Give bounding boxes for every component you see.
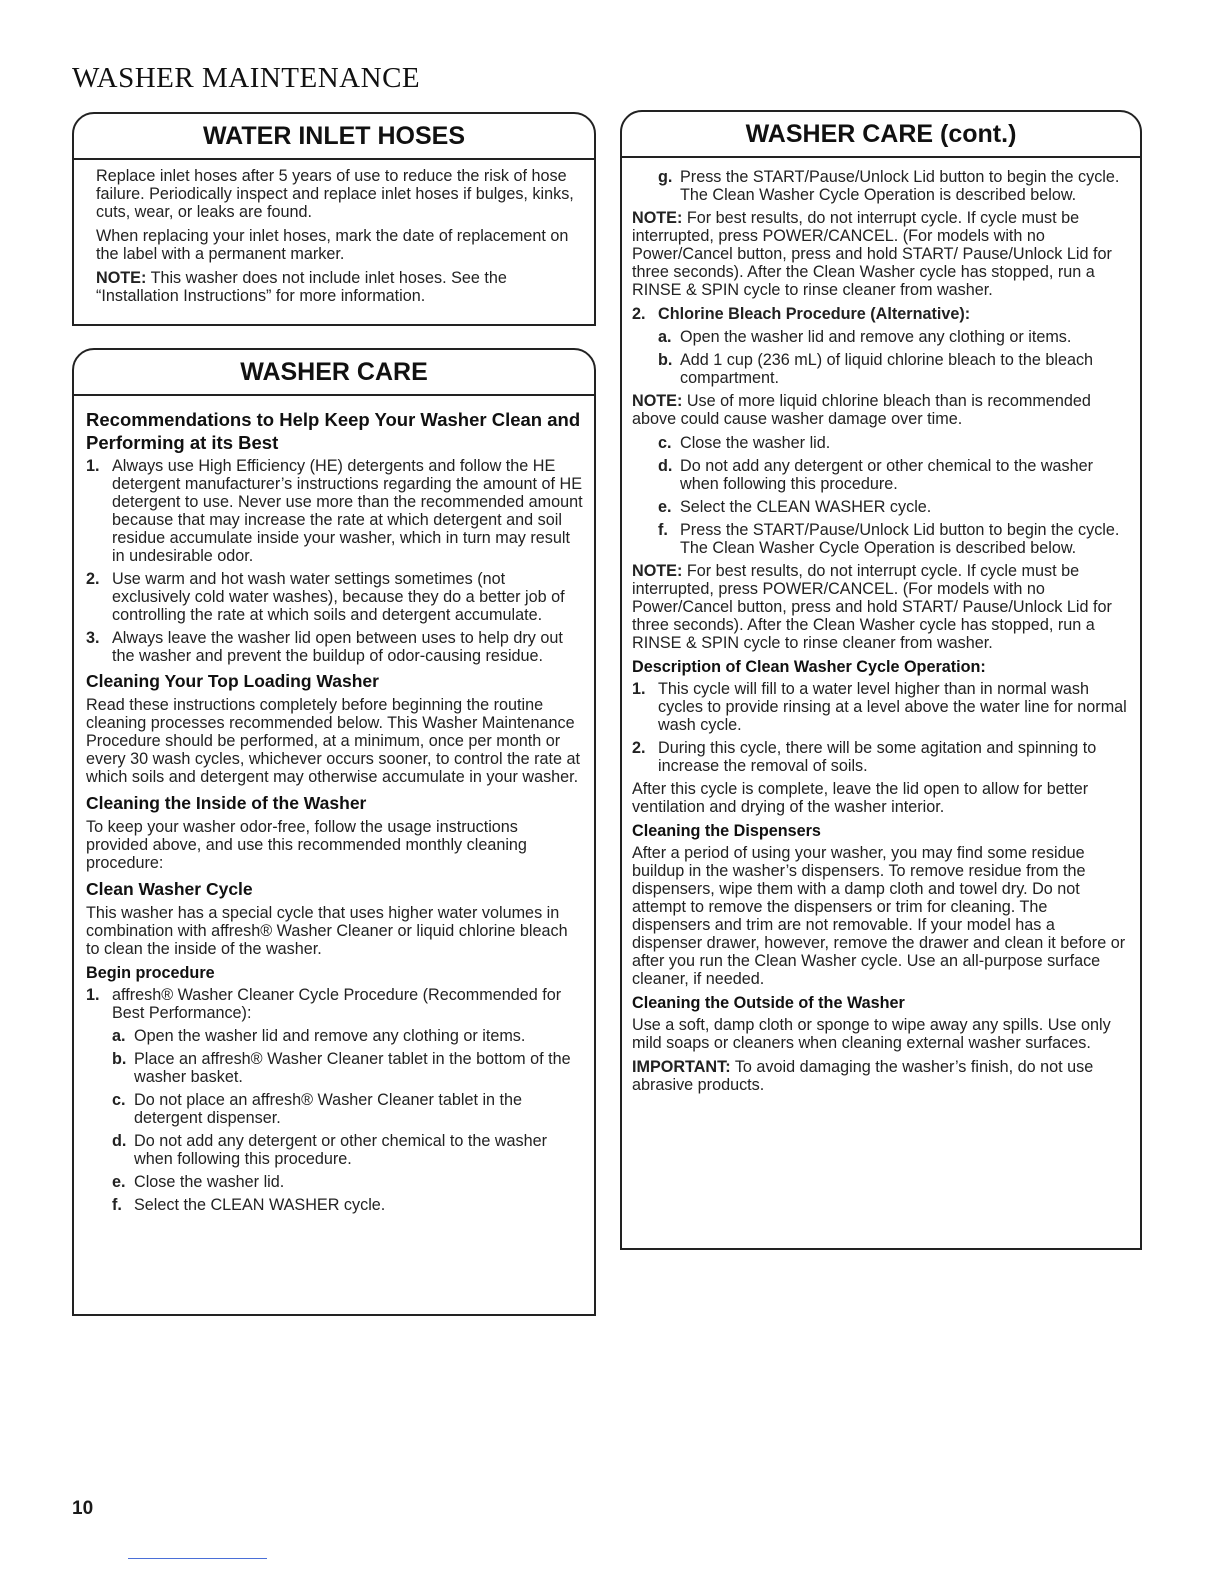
description-list <box>632 680 1128 775</box>
note-label: NOTE: <box>632 392 683 410</box>
recommendations-list <box>86 457 584 665</box>
important-text: To avoid damaging the washer’s finish, do not use abrasive products. <box>632 1058 1094 1094</box>
subheading: Cleaning the Dispensers <box>632 822 821 840</box>
note <box>632 209 1128 299</box>
washer-care-section <box>72 358 596 1316</box>
water-inlet-hoses-section <box>72 122 596 326</box>
paragraph: Read these instructions completely before beginning the routine cleaning processes recommended below. This Washer Maintenance Procedure should be performed, at a minimum, once per month or every 30 wash cycles, whichever occurs sooner, to control the rate at which soils and detergent may otherwise accumulate in your washer. <box>86 696 580 786</box>
list-number: 2. <box>86 570 100 588</box>
section-header <box>620 110 1142 158</box>
step-letter: e. <box>658 498 672 516</box>
important-note <box>632 1058 1128 1094</box>
paragraph: This washer has a special cycle that uses higher water volumes in combination with affresh® Washer Cleaner or liquid chlorine bleach to clean the inside of the washer. <box>86 904 568 958</box>
step-letter: b. <box>658 351 673 369</box>
list-item <box>86 986 584 1022</box>
note-text: For best results, do not interrupt cycle. If cycle must be interrupted, press POWER/CANCEL. (For models with no Power/Cancel button, press and hold START/ Pause/Unlock Lid for three seconds). After the Clean Washer cycle has stopped, run a RINSE & SPIN cycle to rinse cleaner from washer. <box>632 562 1112 652</box>
step-text: Place an affresh® Washer Cleaner tablet in the bottom of the washer basket. <box>134 1050 571 1086</box>
subheading: Clean Washer Cycle <box>86 879 253 899</box>
step-item <box>112 1173 584 1191</box>
step-item <box>112 1091 584 1127</box>
section-header <box>72 348 596 396</box>
step-text: Close the washer lid. <box>134 1173 285 1191</box>
step-letter: b. <box>112 1050 127 1068</box>
list-item <box>632 739 1128 775</box>
step-text: Do not place an affresh® Washer Cleaner tablet in the detergent dispenser. <box>134 1091 523 1127</box>
list-text: Always use High Efficiency (HE) detergents and follow the HE detergent manufacturer’s instructions regarding the amount of HE detergent to use. Never use more than the recommended amount because that may increase the rate at which detergent and soil residue accumulate inside your washer, which in turn may result in undesirable odor. <box>112 457 583 565</box>
paragraph: After this cycle is complete, leave the lid open to allow for better ventilation and drying of the washer interior. <box>632 780 1089 816</box>
step-item <box>658 168 1128 204</box>
subheading: Cleaning the Outside of the Washer <box>632 994 905 1012</box>
step-item <box>658 457 1128 493</box>
subheading: Begin procedure <box>86 964 215 982</box>
subheading: Description of Clean Washer Cycle Operation: <box>632 658 986 676</box>
step-item <box>658 328 1128 346</box>
step-text: Do not add any detergent or other chemical to the washer when following this procedure. <box>134 1132 548 1168</box>
subheading: Recommendations to Help Keep Your Washer Clean and Performing at its Best <box>86 409 581 453</box>
hyperlink-underline <box>128 1558 267 1559</box>
step-item <box>658 434 1128 452</box>
step-text: Press the START/Pause/Unlock Lid button to begin the cycle. The Clean Washer Cycle Operation is described below. <box>680 521 1120 557</box>
list-item <box>86 570 584 624</box>
step-letter: f. <box>112 1196 122 1214</box>
step-letter: c. <box>658 434 672 452</box>
page-number: 10 <box>72 1498 94 1519</box>
step-letter: d. <box>658 457 673 475</box>
list-number: 2. <box>632 305 646 323</box>
list-number: 1. <box>86 457 100 475</box>
step-text: Press the START/Pause/Unlock Lid button to begin the cycle. The Clean Washer Cycle Operation is described below. <box>680 168 1120 204</box>
subheading: Cleaning the Inside of the Washer <box>86 793 367 813</box>
paragraph: To keep your washer odor-free, follow the usage instructions provided above, and use this recommended monthly cleaning procedure: <box>86 818 527 872</box>
section-title: WASHER CARE (cont.) <box>745 120 1017 148</box>
note-text: For best results, do not interrupt cycle. If cycle must be interrupted, press POWER/CANCEL. (For models with no Power/Cancel button, press and hold START/ Pause/Unlock Lid for three seconds). After the Clean Washer cycle has stopped, run a RINSE & SPIN cycle to rinse cleaner from washer. <box>632 209 1112 299</box>
step-text: Close the washer lid. <box>680 434 831 452</box>
note-text: Use of more liquid chlorine bleach than is recommended above could cause washer damage over time. <box>632 392 1091 428</box>
procedure-steps <box>658 328 1128 387</box>
paragraph: After a period of using your washer, you may find some residue buildup in the washer’s dispensers. To remove residue from the dispensers, wipe them with a damp cloth and towel dry. Do not attempt to remove the dispensers or trim for cleaning. The dispensers and trim are not removable. If your model has a dispenser drawer, however, remove the drawer and clean it before or after you run the Clean Washer cycle. Use an all-purpose surface cleaner, if needed. <box>632 844 1126 988</box>
note <box>632 392 1128 428</box>
paragraph: Replace inlet hoses after 5 years of use to reduce the risk of hose failure. Periodically inspect and replace inlet hoses if bulges, kinks, cuts, wear, or leaks are found. <box>96 167 574 221</box>
list-number: 3. <box>86 629 100 647</box>
list-item <box>632 305 1128 323</box>
step-letter: d. <box>112 1132 127 1150</box>
step-item <box>112 1027 584 1045</box>
step-letter: f. <box>658 521 668 539</box>
step-text: Select the CLEAN WASHER cycle. <box>680 498 932 516</box>
list-text: Always leave the washer lid open between uses to help dry out the washer and prevent the buildup of odor-causing residue. <box>112 629 563 665</box>
subheading: Cleaning Your Top Loading Washer <box>86 671 379 691</box>
step-item <box>658 521 1128 557</box>
section-title: WATER INLET HOSES <box>202 122 466 150</box>
note-label: NOTE: <box>632 562 683 580</box>
step-text: Do not add any detergent or other chemical to the washer when following this procedure. <box>680 457 1094 493</box>
step-letter: a. <box>112 1027 126 1045</box>
procedure-steps <box>658 168 1128 204</box>
paragraph: When replacing your inlet hoses, mark the date of replacement on the label with a permanent marker. <box>96 227 569 263</box>
list-text: This cycle will fill to a water level higher than in normal wash cycles to provide rinsing at a level above the water line for normal wash cycle. <box>658 680 1127 734</box>
list-number: 1. <box>632 680 646 698</box>
step-letter: c. <box>112 1091 126 1109</box>
list-text: During this cycle, there will be some agitation and spinning to increase the removal of soils. <box>658 739 1097 775</box>
step-letter: g. <box>658 168 673 186</box>
step-text: Select the CLEAN WASHER cycle. <box>134 1196 386 1214</box>
step-item <box>112 1050 584 1086</box>
note-label: NOTE: <box>96 269 147 287</box>
list-text: Use warm and hot wash water settings sometimes (not exclusively cold water washes), because they do a better job of controlling the rate at which soils and detergent accumulate. <box>112 570 565 624</box>
section-title: WASHER CARE <box>240 358 428 386</box>
procedure-steps <box>112 1027 584 1214</box>
step-text: Add 1 cup (236 mL) of liquid chlorine bleach to the bleach compartment. <box>680 351 1094 387</box>
note <box>96 269 580 305</box>
step-text: Open the washer lid and remove any clothing or items. <box>680 328 1072 346</box>
step-letter: e. <box>112 1173 126 1191</box>
page-title: WASHER MAINTENANCE <box>72 62 421 94</box>
list-number: 1. <box>86 986 100 1004</box>
note-label: NOTE: <box>632 209 683 227</box>
step-item <box>658 351 1128 387</box>
washer-care-cont-section <box>620 120 1142 1250</box>
list-item <box>86 457 584 565</box>
note-text: This washer does not include inlet hoses. See the “Installation Instructions” for more information. <box>96 269 507 305</box>
list-number: 2. <box>632 739 646 757</box>
section-header <box>72 112 596 160</box>
step-text: Open the washer lid and remove any clothing or items. <box>134 1027 526 1045</box>
step-item <box>112 1132 584 1168</box>
procedure-steps <box>658 434 1128 557</box>
important-label: IMPORTANT: <box>632 1058 731 1076</box>
list-item <box>86 629 584 665</box>
step-item <box>112 1196 584 1214</box>
list-item <box>632 680 1128 734</box>
list-heading: Chlorine Bleach Procedure (Alternative): <box>658 305 971 323</box>
step-letter: a. <box>658 328 672 346</box>
step-item <box>658 498 1128 516</box>
note <box>632 562 1128 652</box>
list-text: affresh® Washer Cleaner Cycle Procedure (Recommended for Best Performance): <box>112 986 562 1022</box>
paragraph: Use a soft, damp cloth or sponge to wipe away any spills. Use only mild soaps or cleaners when cleaning external washer surfaces. <box>632 1016 1111 1052</box>
